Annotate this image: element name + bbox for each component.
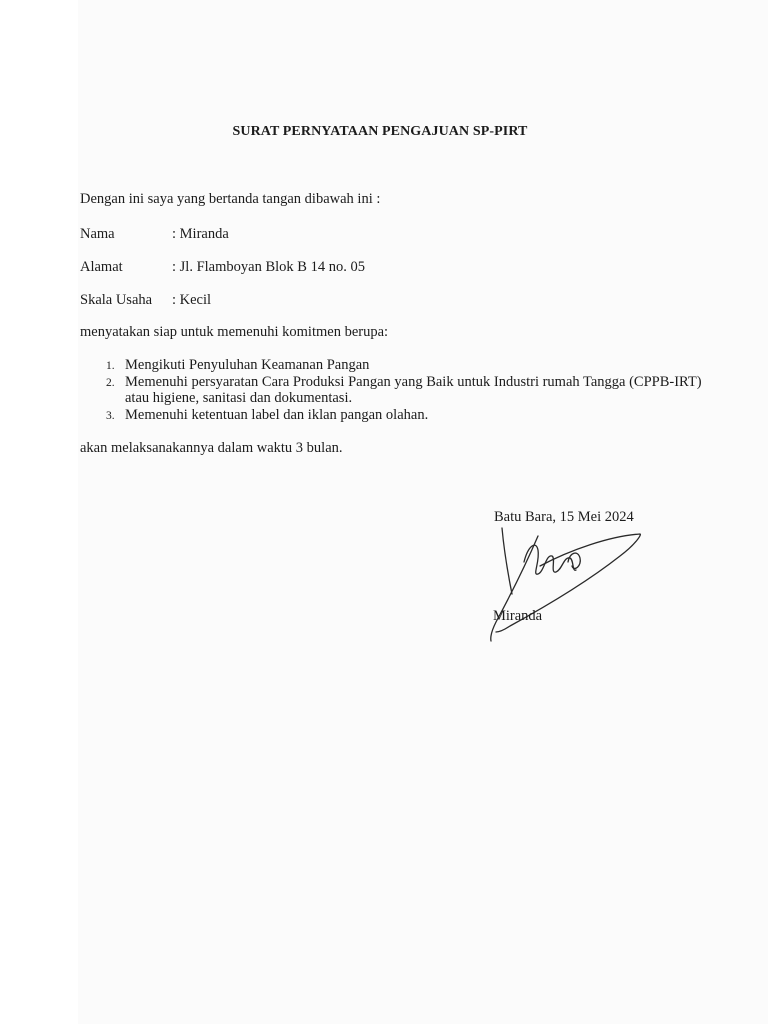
list-item-text: Memenuhi ketentuan label dan iklan pangan olahan. [125,406,429,423]
list-item-text: Mengikuti Penyuluhan Keamanan Pangan [125,357,370,373]
list-item-number: 1. [106,360,115,372]
intro-text: Dengan ini saya yang bertanda tangan dibawah ini : [80,191,381,207]
field-label-skala-usaha: Skala Usaha [80,292,153,308]
statement-text: menyatakan siap untuk memenuhi komitmen berupa: [80,324,389,340]
document-title: SURAT PERNYATAAN PENGAJUAN SP-PIRT [232,124,528,139]
closing-text: akan melaksanakannya dalam waktu 3 bulan. [80,440,343,456]
field-value-skala-usaha: : Kecil [172,292,212,308]
commitment-list [106,357,706,423]
field-label-nama: Nama [80,226,115,242]
place-date: Batu Bara, 15 Mei 2024 [494,509,634,525]
field-value-nama: : Miranda [172,226,229,242]
list-item [106,374,706,407]
list-item-number: 2. [106,376,115,389]
list-item-number: 3. [106,409,115,422]
list-item [106,357,706,374]
list-item [106,407,706,424]
field-value-alamat: : Jl. Flamboyan Blok B 14 no. 05 [172,259,365,275]
signer-name: Miranda [493,608,543,624]
document-page [78,0,768,1024]
field-label-alamat: Alamat [80,259,123,275]
list-item-text: Memenuhi persyaratan Cara Produksi Pangan yang Baik untuk Industri rumah Tangga (CPPB-IRT) atau higiene, sanitasi dan dokumentasi. [125,373,702,406]
handwritten-signature [480,522,648,646]
